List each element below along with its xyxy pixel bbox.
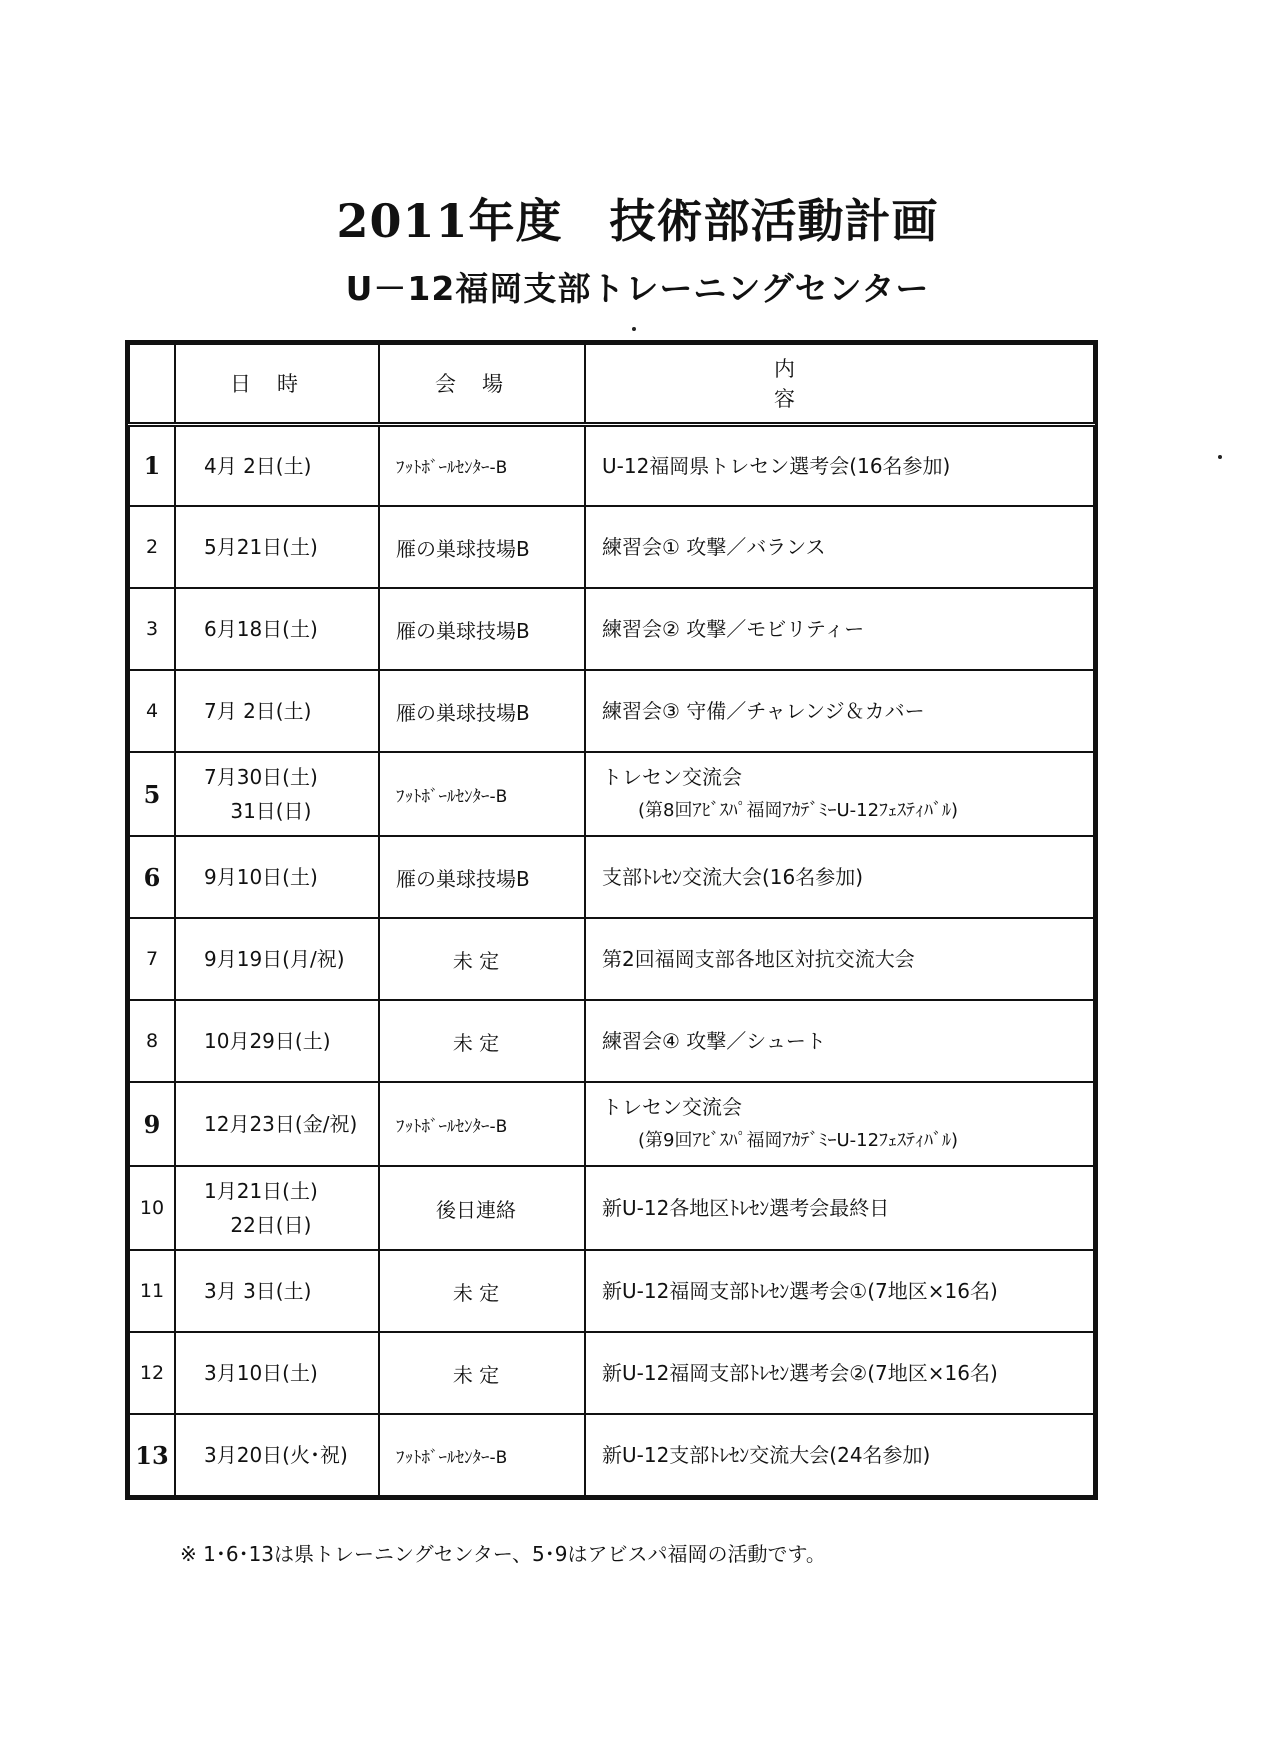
row-content-main: 練習会① 攻撃／バランス [602,535,826,559]
row-content-sub: (第8回ｱﾋﾞｽﾊﾟ福岡ｱｶﾃﾞﾐｰU-12ﾌｪｽﾃｨﾊﾞﾙ) [638,800,959,821]
table-row [129,1414,1094,1496]
header-content: 内 容 [585,344,1094,424]
row-content-main: 新U-12各地区ﾄﾚｾﾝ選考会最終日 [602,1196,890,1220]
row-date: 7月 2日(土) [175,670,379,752]
row-content [585,1082,1094,1166]
row-content [585,1250,1094,1332]
table-row [129,752,1094,836]
row-content [585,506,1094,588]
row-venue [379,1082,585,1166]
row-number: 7 [129,918,175,1000]
row-date: 9月19日(月/祝) [175,918,379,1000]
row-venue [379,1414,585,1496]
table-row [129,506,1094,588]
row-venue-text: ﾌｯﾄﾎﾞｰﾙｾﾝﾀｰ-B [396,1447,508,1468]
row-venue [379,506,585,588]
row-content [585,918,1094,1000]
row-content-main: トレセン交流会 [602,1095,742,1119]
row-date: 3月20日(火･祝) [175,1414,379,1496]
row-venue-text: 後日連絡 [436,1197,516,1222]
row-content [585,1000,1094,1082]
row-venue-text: 雁の巣球技場B [396,618,530,643]
row-content-main: 支部ﾄﾚｾﾝ交流大会(16名参加) [602,865,864,889]
table-row [129,918,1094,1000]
row-number: 13 [129,1414,175,1496]
row-venue-text: 未 定 [452,948,500,973]
row-venue [379,1332,585,1414]
row-number: 4 [129,670,175,752]
row-venue [379,424,585,506]
row-date: 9月10日(土) [175,836,379,918]
row-content [585,1166,1094,1250]
row-date: 6月18日(土) [175,588,379,670]
row-content [585,424,1094,506]
row-venue [379,752,585,836]
row-venue-text: 未 定 [452,1030,500,1055]
row-number: 5 [129,752,175,836]
table-row [129,670,1094,752]
row-date: 3月 3日(土) [175,1250,379,1332]
page-subtitle: U－12福岡支部トレーニングセンター [345,269,930,308]
row-venue [379,1166,585,1250]
table-row [129,836,1094,918]
row-content-main: 新U-12支部ﾄﾚｾﾝ交流大会(24名参加) [602,1443,931,1467]
table-row [129,1082,1094,1166]
row-number: 9 [129,1082,175,1166]
row-content-main: 練習会④ 攻撃／シュート [602,1029,826,1053]
table-row [129,1332,1094,1414]
row-content-main: 第2回福岡支部各地区対抗交流大会 [602,947,915,971]
row-content-sub: (第9回ｱﾋﾞｽﾊﾟ福岡ｱｶﾃﾞﾐｰU-12ﾌｪｽﾃｨﾊﾞﾙ) [638,1130,959,1151]
row-venue-text: 未 定 [452,1280,500,1305]
row-number: 8 [129,1000,175,1082]
row-content-main: トレセン交流会 [602,765,742,789]
row-content-main: 練習会② 攻撃／モビリティー [602,617,865,641]
schedule-table-frame [125,340,1167,1500]
row-content [585,752,1094,836]
row-number: 2 [129,506,175,588]
row-content [585,588,1094,670]
row-content-main: U-12福岡県トレセン選考会(16名参加) [602,453,951,478]
scan-speck [1218,455,1222,459]
table-row [129,588,1094,670]
row-venue-text: ﾌｯﾄﾎﾞｰﾙｾﾝﾀｰ-B [396,1116,508,1137]
row-venue [379,670,585,752]
table-row [129,1000,1094,1082]
row-content-main: 新U-12福岡支部ﾄﾚｾﾝ選考会②(7地区×16名) [602,1361,998,1385]
table-row [129,1250,1094,1332]
row-date: 10月29日(土) [175,1000,379,1082]
row-venue [379,1000,585,1082]
row-date: 7月30日(土) 31日(日) [175,752,379,836]
row-venue-text: 雁の巣球技場B [396,536,530,561]
row-content [585,1414,1094,1496]
row-number: 3 [129,588,175,670]
scan-speck [632,327,636,331]
header-venue: 会場 [379,344,585,424]
table-row [129,424,1094,506]
row-content-main: 新U-12福岡支部ﾄﾚｾﾝ選考会①(7地区×16名) [602,1279,998,1303]
row-venue [379,588,585,670]
row-date: 3月10日(土) [175,1332,379,1414]
row-content [585,670,1094,752]
page-title: 2011年度 技術部活動計画 [336,194,939,248]
row-number: 12 [129,1332,175,1414]
row-venue [379,918,585,1000]
row-venue-text: ﾌｯﾄﾎﾞｰﾙｾﾝﾀｰ-B [396,786,508,807]
row-venue-text: 雁の巣球技場B [396,866,530,891]
table-row [129,1166,1094,1250]
row-number: 11 [129,1250,175,1332]
header-date: 日時 [175,344,379,424]
row-venue-text: 未 定 [452,1362,500,1387]
row-date: 5月21日(土) [175,506,379,588]
row-date: 1月21日(土) 22日(日) [175,1166,379,1250]
table-header-row [129,344,1094,424]
row-number: 1 [129,424,175,506]
row-venue-text: ﾌｯﾄﾎﾞｰﾙｾﾝﾀｰ-B [396,458,508,479]
row-number: 6 [129,836,175,918]
row-number: 10 [129,1166,175,1250]
row-content-main: 練習会③ 守備／チャレンジ＆カバー [602,699,925,723]
row-content [585,1332,1094,1414]
row-date: 12月23日(金/祝) [175,1082,379,1166]
header-number [129,344,175,424]
row-venue [379,1250,585,1332]
row-venue [379,836,585,918]
footnote: ※ 1･6･13は県トレーニングセンター、5･9はアビスパ福岡の活動です。 [180,1542,826,1566]
schedule-table [128,343,1167,1497]
row-venue-text: 雁の巣球技場B [396,700,530,725]
row-content [585,836,1094,918]
row-date: 4月 2日(土) [175,424,379,506]
